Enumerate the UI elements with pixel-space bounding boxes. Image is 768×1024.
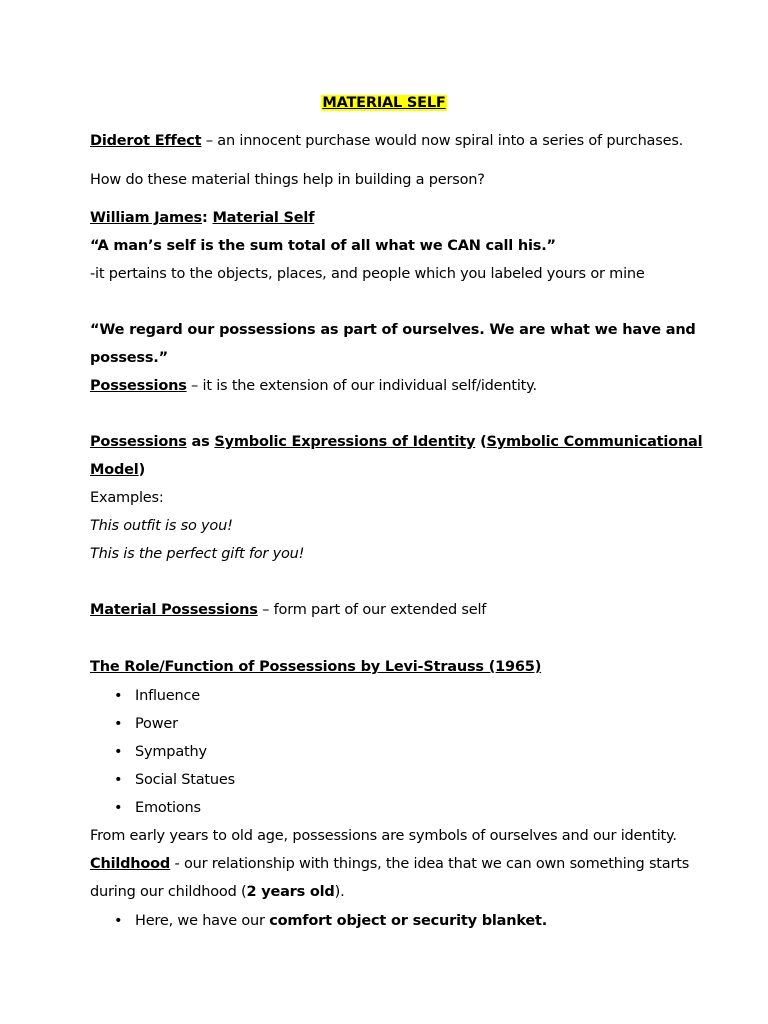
- bullet-icon: •: [114, 772, 123, 788]
- comfort-object: comfort object or security blanket.: [269, 913, 548, 929]
- symbolic-as: as: [186, 434, 215, 450]
- example-2: This is the perfect gift for you!: [90, 546, 305, 562]
- possessions-line: [90, 376, 537, 396]
- page-title: [0, 93, 768, 113]
- material-possessions-text: – form part of our extended self: [257, 602, 487, 618]
- childhood-text-2-pre: during our childhood (: [90, 884, 247, 900]
- list-item: Power: [135, 716, 178, 732]
- symbolic-model-2: Model: [90, 462, 139, 478]
- list-item: Social Statues: [135, 772, 235, 788]
- bullet-icon: •: [114, 716, 123, 732]
- comfort-pre: Here, we have our: [135, 913, 270, 929]
- list-item: Influence: [135, 688, 200, 704]
- childhood-text-1: - our relationship with things, the idea that we can own something starts: [170, 856, 690, 872]
- diderot-term: Diderot Effect: [90, 133, 202, 149]
- james-heading: [90, 208, 314, 228]
- diderot-text: – an innocent purchase would now spiral into a series of purchases.: [201, 133, 684, 149]
- question-line: How do these material things help in building a person?: [90, 172, 485, 188]
- quote-2-line-2: possess.”: [90, 350, 168, 366]
- title-text: MATERIAL SELF: [322, 95, 446, 111]
- childhood-term: Childhood: [90, 856, 171, 872]
- symbolic-heading-line-1: [90, 432, 702, 452]
- childhood-text-2-post: ).: [334, 884, 345, 900]
- symbolic-open: (: [475, 434, 487, 450]
- diderot-line: [90, 131, 683, 151]
- material-possessions-term: Material Possessions: [90, 602, 258, 618]
- list-item: Sympathy: [135, 744, 207, 760]
- bullet-icon: •: [114, 800, 123, 816]
- early-years-line: From early years to old age, possessions are symbols of ourselves and our identity.: [90, 828, 677, 844]
- symbolic-heading-line-2: [90, 460, 145, 480]
- childhood-line-1: [90, 854, 689, 874]
- symbolic-close: ): [138, 462, 146, 478]
- childhood-line-2: [90, 882, 344, 902]
- james-name: William James: [90, 210, 202, 226]
- james-colon: :: [201, 210, 213, 226]
- bullet-icon: •: [114, 688, 123, 704]
- example-1: This outfit is so you!: [90, 518, 233, 534]
- symbolic-model-1: Symbolic Communicational: [486, 434, 703, 450]
- possessions-text: – it is the extension of our individual self/identity.: [186, 378, 537, 394]
- examples-label: Examples:: [90, 490, 164, 506]
- bullet-icon: •: [114, 913, 123, 929]
- bullet-icon: •: [114, 744, 123, 760]
- role-heading: The Role/Function of Possessions by Levi-Strauss (1965): [90, 659, 542, 675]
- material-possessions-line: [90, 600, 486, 620]
- pertains-line: -it pertains to the objects, places, and people which you labeled yours or mine: [90, 266, 645, 282]
- childhood-age: 2 years old: [246, 884, 335, 900]
- symbolic-term: Possessions: [90, 434, 187, 450]
- possessions-term: Possessions: [90, 378, 187, 394]
- comfort-line: [135, 911, 547, 931]
- quote-2-line-1: “We regard our possessions as part of ourselves. We are what we have and: [90, 322, 696, 338]
- james-concept: Material Self: [212, 210, 315, 226]
- quote-1: “A man’s self is the sum total of all what we CAN call his.”: [90, 238, 556, 254]
- list-item: Emotions: [135, 800, 201, 816]
- symbolic-expr: Symbolic Expressions of Identity: [214, 434, 476, 450]
